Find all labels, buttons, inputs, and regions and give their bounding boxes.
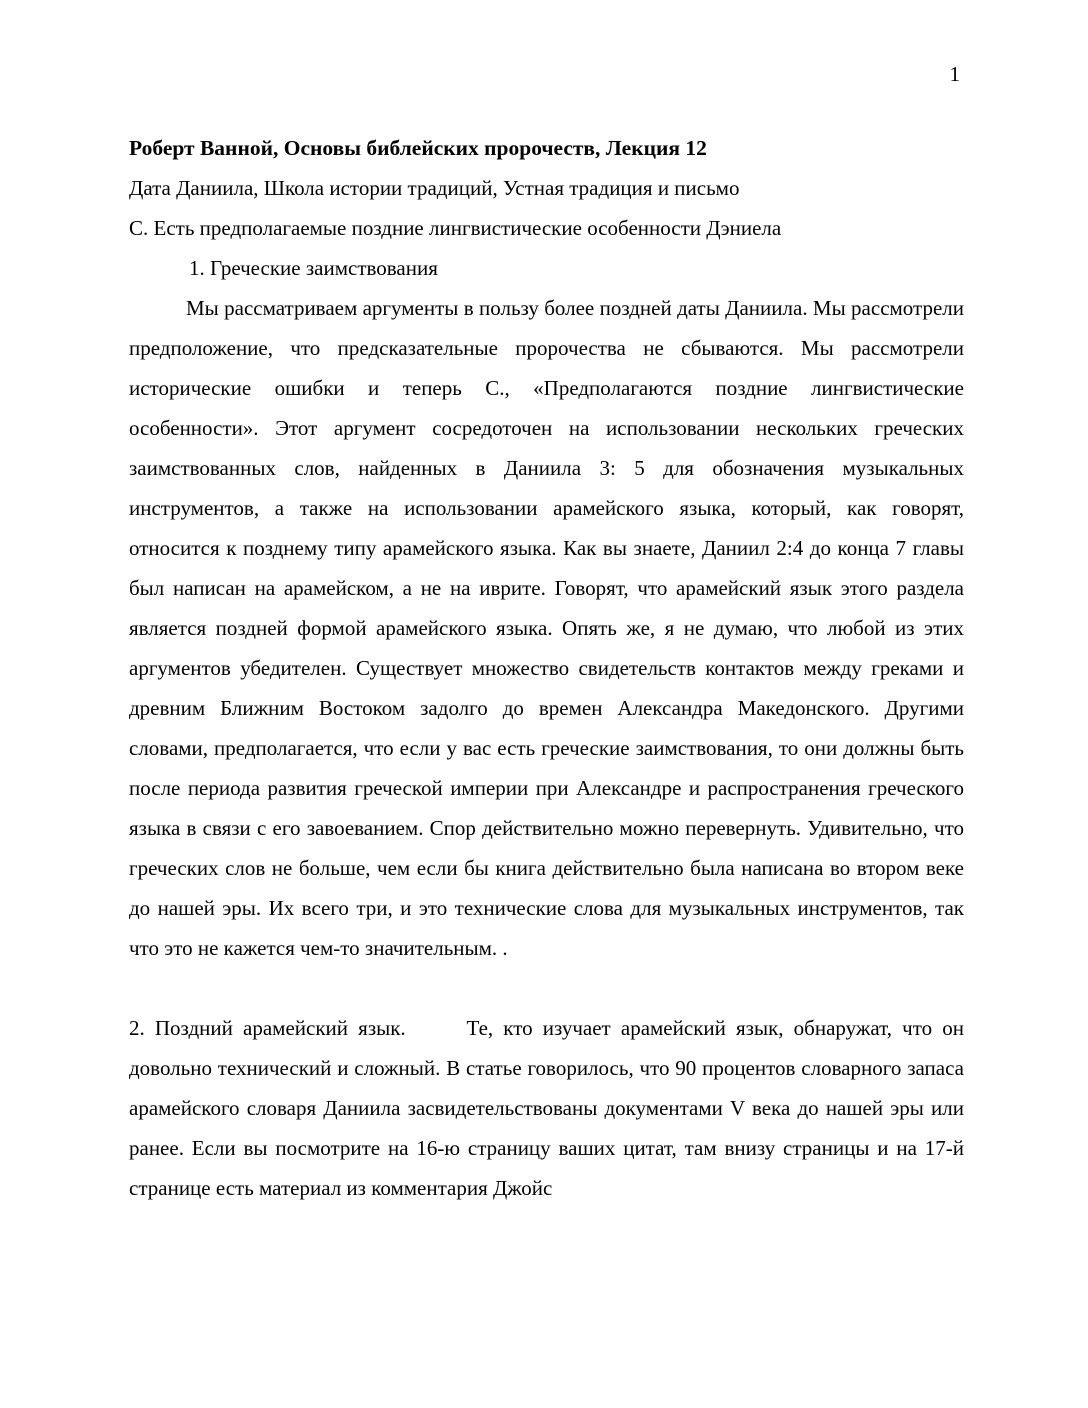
paragraph-late-aramaic-text: Те, кто изучает арамейский язык, обнаружат, что он довольно технический и сложный. В статье говорилось, что 90 процентов словарного запаса арамейского словаря Даниила засвидетельствованы документами V века до нашей эры или ранее. Если вы посмотрите на 16-ю страницу ваших цитат, там внизу страницы и на 17-й странице есть материал из комментария Джойс: [129, 1016, 964, 1200]
subheading-greek-loanwords: 1. Греческие заимствования: [189, 256, 438, 280]
paragraph-late-aramaic: [129, 1008, 964, 1208]
inline-spacer: [406, 1016, 467, 1040]
document-subtitle: Дата Даниила, Школа истории традиций, Устная традиция и письмо: [129, 176, 740, 200]
section-heading-c: C. Есть предполагаемые поздние лингвистические особенности Дэниела: [129, 216, 782, 240]
document-title: Роберт Ванной, Основы библейских пророчеств, Лекция 12: [129, 136, 707, 160]
document-body: [129, 128, 964, 1208]
paragraph-greek-loanwords: Мы рассматриваем аргументы в пользу более поздней даты Даниила. Мы рассмотрели предположение, что предсказательные пророчества не сбываются. Мы рассмотрели исторические ошибки и теперь C., «Предполагаются поздние лингвистические особенности». Этот аргумент сосредоточен на использовании нескольких греческих заимствованных слов, найденных в Даниила 3: 5 для обозначения музыкальных инструментов, а также на использовании арамейского языка, который, как говорят, относится к позднему типу арамейского языка. Как вы знаете, Даниил 2:4 до конца 7 главы был написан на арамейском, а не на иврите. Говорят, что арамейский язык этого раздела является поздней формой арамейского языка. Опять же, я не думаю, что любой из этих аргументов убедителен. Существует множество свидетельств контактов между греками и древним Ближним Востоком задолго до времен Александра Македонского. Другими словами, предполагается, что если у вас есть греческие заимствования, то они должны быть после периода развития греческой империи при Александре и распространения греческого языка в связи с его завоеванием. Спор действительно можно перевернуть. Удивительно, что греческих слов не больше, чем если бы книга действительно была написана во втором веке до нашей эры. Их всего три, и это технические слова для музыкальных инструментов, так что это не кажется чем-то значительным. .: [129, 296, 964, 960]
page-number: 1: [949, 62, 960, 86]
subheading-late-aramaic: 2. Поздний арамейский язык.: [129, 1016, 406, 1040]
